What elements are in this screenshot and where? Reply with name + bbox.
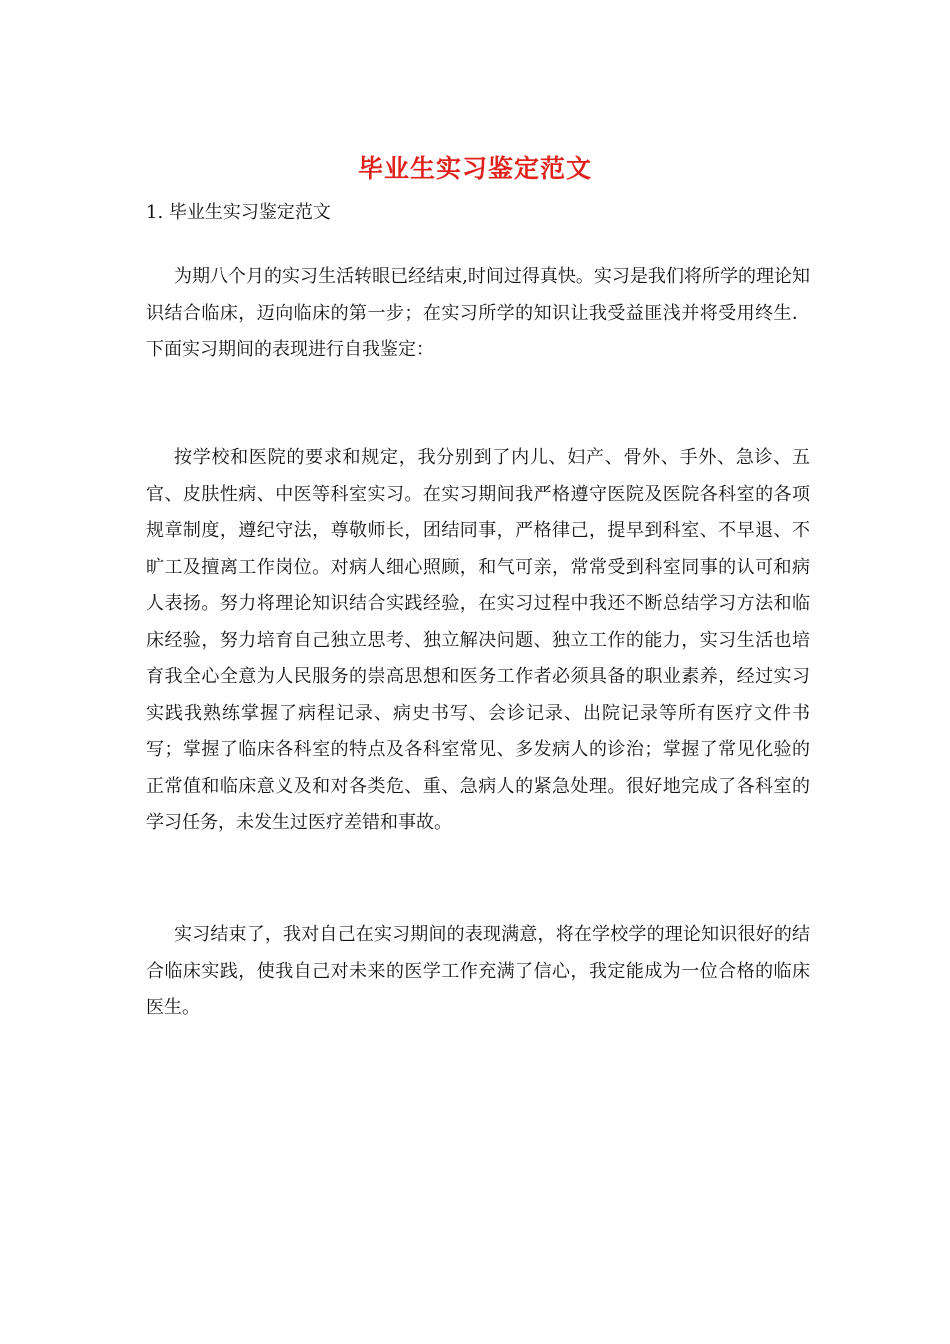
section-heading: 1. 毕业生实习鉴定范文 — [146, 202, 331, 223]
paragraph-body: 按学校和医院的要求和规定，我分别到了内儿、妇产、骨外、手外、急诊、五官、皮肤性病、中医等科室实习。在实习期间我严格遵守医院及医院各科室的各项规章制度，遵纪守法，尊敬师长，团结同事，严格律己，提早到科室、不早退、不旷工及擅离工作岗位。对病人细心照顾，和气可亲，常常受到科室同事的认可和病人表扬。努力将理论知识结合实践经验，在实习过程中我还不断总结学习方法和临床经验，努力培育自己独立思考、独立解决问题、独立工作的能力，实习生活也培育我全心全意为人民服务的崇高思想和医务工作者必须具备的职业素养，经过实习实践我熟练掌握了病程记录、病史书写、会诊记录、出院记录等所有医疗文件书写；掌握了临床各科室的特点及各科室常见、多发病人的诊治；掌握了常见化验的正常值和临床意义及和对各类危、重、急病人的紧急处理。很好地完成了各科室的学习任务，未发生过医疗差错和事故。 — [146, 447, 810, 833]
paragraph-intro: 为期八个月的实习生活转眼已经结束,时间过得真快。实习是我们将所学的理论知识结合临床，迈向临床的第一步；在实习所学的知识让我受益匪浅并将受用终生．下面实习期间的表现进行自我鉴定： — [146, 266, 810, 360]
document-title: 毕业生实习鉴定范文 — [357, 154, 592, 183]
paragraph-conclusion: 实习结束了，我对自己在实习期间的表现满意，将在学校学的理论知识很好的结合临床实践，使我自己对未来的医学工作充满了信心，我定能成为一位合格的临床医生。 — [146, 924, 810, 1018]
